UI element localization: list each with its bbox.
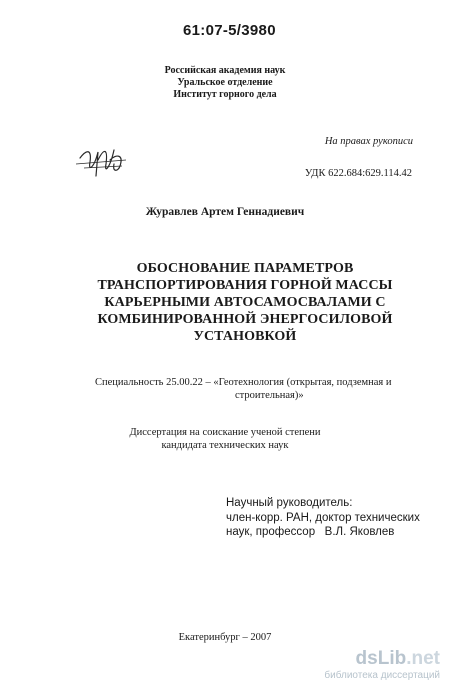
supervisor-line: член-корр. РАН, доктор технических [226, 511, 420, 524]
author-name: Журавлев Артем Геннадиевич [145, 206, 305, 218]
watermark-logo-main: dsLib [355, 648, 407, 669]
degree-block [0, 426, 450, 452]
dissertation-title [95, 260, 395, 345]
udk-code: УДК 622.684:629.114.42 [304, 168, 412, 179]
watermark-logo [320, 648, 440, 670]
specialty-block [95, 376, 395, 402]
institution-block [0, 65, 450, 101]
supervisor-block [226, 496, 420, 540]
supervisor-line: наук, профессор В.Л. Яковлев [226, 526, 395, 538]
institution-institute: Институт горного дела [173, 89, 277, 100]
specialty-line: строительная)» [235, 390, 304, 401]
manuscript-rights-label: На правах рукописи [324, 136, 413, 147]
watermark[interactable] [320, 648, 440, 688]
degree-line: Диссертация на соискание ученой степени [129, 427, 321, 438]
watermark-subtitle: библиотека диссертаций [324, 670, 440, 681]
watermark-logo-tld: .net [406, 648, 440, 669]
specialty-line: Специальность 25.00.22 – «Геотехнология (открытая, подземная и [95, 377, 392, 388]
title-line: ОБОСНОВАНИЕ ПАРАМЕТРОВ [136, 261, 354, 276]
degree-line: кандидата технических наук [161, 440, 289, 451]
title-line: УСТАНОВКОЙ [193, 329, 297, 344]
title-line: КАРЬЕРНЫМИ АВТОСАМОСВАЛАМИ С [104, 295, 386, 310]
archive-code: 61:07-5/3980 [183, 22, 276, 39]
city-year: Екатеринбург – 2007 [178, 632, 272, 643]
signature-mark [74, 138, 134, 186]
title-line: ТРАНСПОРТИРОВАНИЯ ГОРНОЙ МАССЫ [97, 278, 393, 293]
title-line: КОМБИНИРОВАННОЙ ЭНЕРГОСИЛОВОЙ [97, 312, 393, 327]
institution-academy: Российская академия наук [164, 65, 286, 76]
supervisor-heading: Научный руководитель: [226, 497, 353, 509]
institution-branch: Уральское отделение [177, 77, 273, 88]
